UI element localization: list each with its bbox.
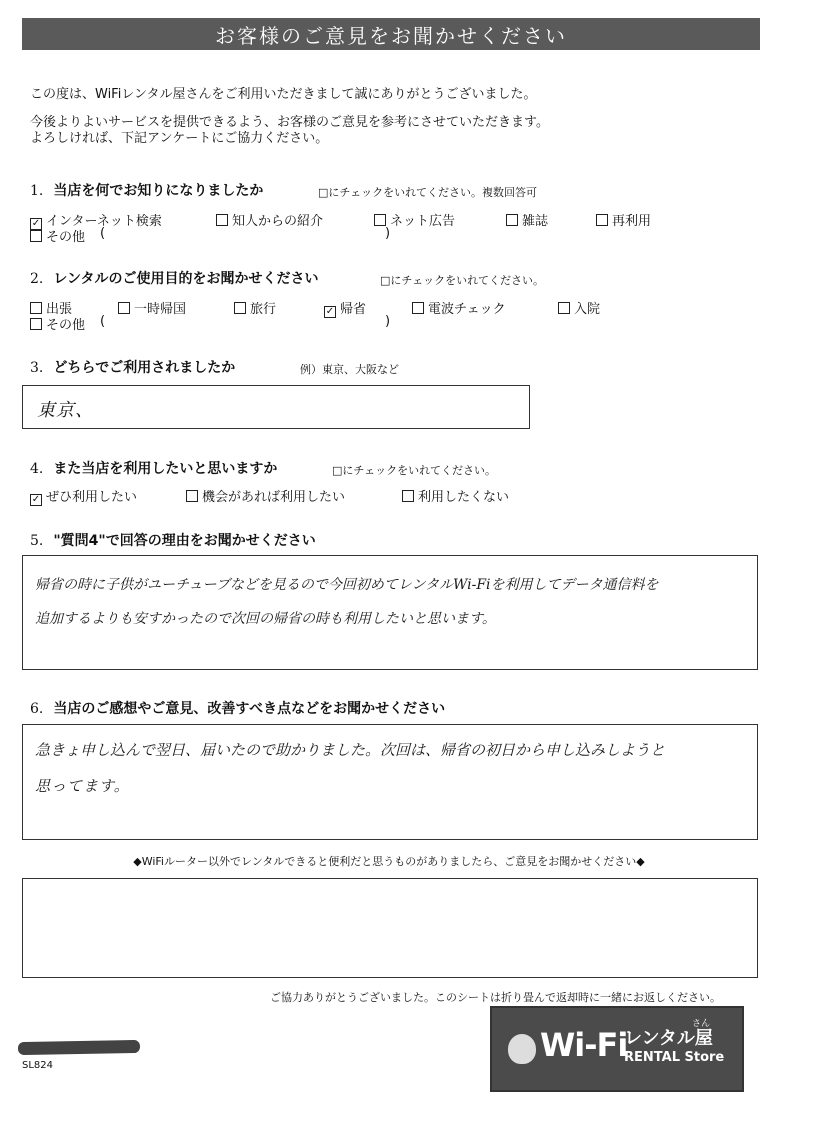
- checkbox-icon[interactable]: [30, 302, 42, 314]
- q5-answer-line-2: 追加するよりも安すかったので次回の帰省の時も利用したいと思います。: [35, 611, 496, 627]
- logo-jp-text: レンタル屋: [624, 1028, 713, 1049]
- checkbox-icon[interactable]: [596, 214, 608, 226]
- q3-number: 3.: [30, 360, 44, 376]
- q1-other-close-paren: ): [385, 226, 391, 241]
- q2-other-label: その他: [46, 318, 86, 333]
- q1-option-label: 知人からの紹介: [232, 214, 324, 229]
- q1-option-referral[interactable]: [216, 210, 323, 229]
- q6-answer-line-1: 急きょ申し込んで翌日、届いたので助かりました。次回は、帰省の初日から申し込みしようと: [35, 741, 666, 759]
- q4-option-definitely[interactable]: [30, 486, 137, 506]
- q2-heading: [30, 268, 318, 288]
- q1-other-label: その他: [46, 230, 86, 245]
- rabbit-mascot-icon: [508, 1034, 536, 1064]
- q1-option-label: 雑誌: [522, 214, 549, 229]
- q2-option-hospital[interactable]: [558, 298, 600, 317]
- q4-number: 4.: [30, 461, 44, 477]
- q2-note: □にチェックをいれてください。: [380, 274, 545, 287]
- q3-title: どちらでご利用されましたか: [53, 360, 236, 376]
- q4-note: □にチェックをいれてください。: [332, 464, 497, 477]
- q1-number: 1.: [30, 183, 44, 199]
- q3-heading: [30, 357, 235, 377]
- q2-option-homecoming[interactable]: [324, 298, 366, 318]
- q3-note: 例）東京、大阪など: [300, 363, 399, 376]
- q5-answer-line-1: 帰省の時に子供がユーチューブなどを見るので今回初めてレンタルWi-Fiを利用してデータ通信料を: [35, 577, 659, 593]
- checkbox-icon[interactable]: [186, 490, 198, 502]
- q5-number: 5.: [30, 533, 44, 549]
- intro-line-1: この度は、WiFiレンタル屋さんをご利用いただきまして誠にありがとうございました。: [30, 87, 537, 102]
- q2-option-temp-return[interactable]: [118, 298, 186, 317]
- q1-title: 当店を何でお知りになりましたか: [53, 183, 264, 199]
- checkbox-icon[interactable]: ✓: [31, 218, 41, 229]
- checkbox-icon[interactable]: [558, 302, 570, 314]
- checkbox-icon[interactable]: [412, 302, 424, 314]
- q1-option-magazine[interactable]: [506, 210, 548, 229]
- q2-option-label: 一時帰国: [134, 302, 187, 317]
- intro-line-2: 今後よりよいサービスを提供できるよう、お客様のご意見を参考にさせていただきます。: [30, 115, 549, 130]
- form-title: お客様のご意見をお聞かせください: [215, 23, 567, 48]
- checkbox-icon[interactable]: [506, 214, 518, 226]
- q2-option-label: 出張: [46, 302, 73, 317]
- checkbox-icon[interactable]: ✓: [31, 494, 41, 505]
- q2-option-travel[interactable]: [234, 298, 276, 317]
- q4-heading: [30, 458, 277, 478]
- checkbox-icon[interactable]: [234, 302, 246, 314]
- q1-option-label: ネット広告: [390, 214, 456, 229]
- redacted-barcode: [18, 1040, 140, 1055]
- logo-san-text: さん: [692, 1019, 711, 1029]
- q1-note: □にチェックをいれてください。複数回答可: [318, 186, 538, 199]
- q4-option-label: 利用したくない: [418, 490, 510, 505]
- form-title-banner: [22, 18, 760, 50]
- q1-option-label: インターネット検索: [46, 214, 162, 229]
- q2-option-label: 入院: [574, 302, 601, 317]
- checkbox-icon[interactable]: [216, 214, 228, 226]
- footer-thanks: ご協力ありがとうございました。このシートは折り畳んで返却時に一緒にお返しください。: [270, 991, 721, 1004]
- q1-option-other[interactable]: [30, 226, 85, 245]
- sheet-code: SL824: [22, 1060, 54, 1071]
- logo-en-text: RENTAL Store: [624, 1050, 725, 1065]
- q3-answer-text: 東京、: [37, 400, 94, 421]
- checkbox-icon[interactable]: [30, 230, 42, 242]
- q5-heading: [30, 530, 316, 550]
- q2-option-label: 電波チェック: [428, 302, 506, 317]
- q2-other-close-paren: ): [385, 314, 391, 329]
- intro-line-3: よろしければ、下記アンケートにご協力ください。: [30, 131, 329, 146]
- q4-option-label: ぜひ利用したい: [46, 490, 138, 505]
- q1-option-label: 再利用: [612, 214, 652, 229]
- logo-wifi-text: Wi-Fi: [540, 1026, 628, 1064]
- q7-answer-box[interactable]: [22, 878, 758, 978]
- q2-option-other[interactable]: [30, 314, 85, 333]
- q5-answer-box[interactable]: [22, 555, 758, 670]
- q4-option-label: 機会があれば利用したい: [202, 490, 346, 505]
- q2-option-label: 旅行: [250, 302, 277, 317]
- q6-title: 当店のご感想やご意見、改善すべき点などをお聞かせください: [53, 701, 446, 717]
- q6-number: 6.: [30, 701, 44, 717]
- checkbox-icon[interactable]: [30, 318, 42, 330]
- q2-option-label: 帰省: [340, 302, 367, 317]
- q3-answer-box[interactable]: [22, 385, 530, 429]
- checkbox-icon[interactable]: [118, 302, 130, 314]
- q2-title: レンタルのご使用目的をお聞かせください: [53, 271, 319, 287]
- q4-title: また当店を利用したいと思いますか: [53, 461, 278, 477]
- wifi-rental-logo: [490, 1006, 744, 1092]
- checkbox-icon[interactable]: ✓: [325, 306, 335, 317]
- q2-number: 2.: [30, 271, 44, 287]
- q2-other-open-paren: (: [100, 314, 106, 329]
- q1-option-reuse[interactable]: [596, 210, 651, 229]
- checkbox-icon[interactable]: [374, 214, 386, 226]
- q1-other-open-paren: (: [100, 226, 106, 241]
- q6-heading: [30, 698, 445, 718]
- q6-answer-box[interactable]: [22, 724, 758, 840]
- q4-option-no[interactable]: [402, 486, 509, 505]
- q5-title: "質問4"で回答の理由をお聞かせください: [53, 533, 316, 549]
- checkbox-icon[interactable]: [402, 490, 414, 502]
- q6-answer-line-2: 思ってます。: [35, 777, 130, 795]
- q4-option-if-chance[interactable]: [186, 486, 345, 505]
- q7-prompt: ◆WiFiルーター以外でレンタルできると便利だと思うものがありましたら、ご意見をお聞かせください◆: [133, 855, 645, 868]
- q2-option-signal-check[interactable]: [412, 298, 506, 317]
- q1-heading: [30, 180, 263, 200]
